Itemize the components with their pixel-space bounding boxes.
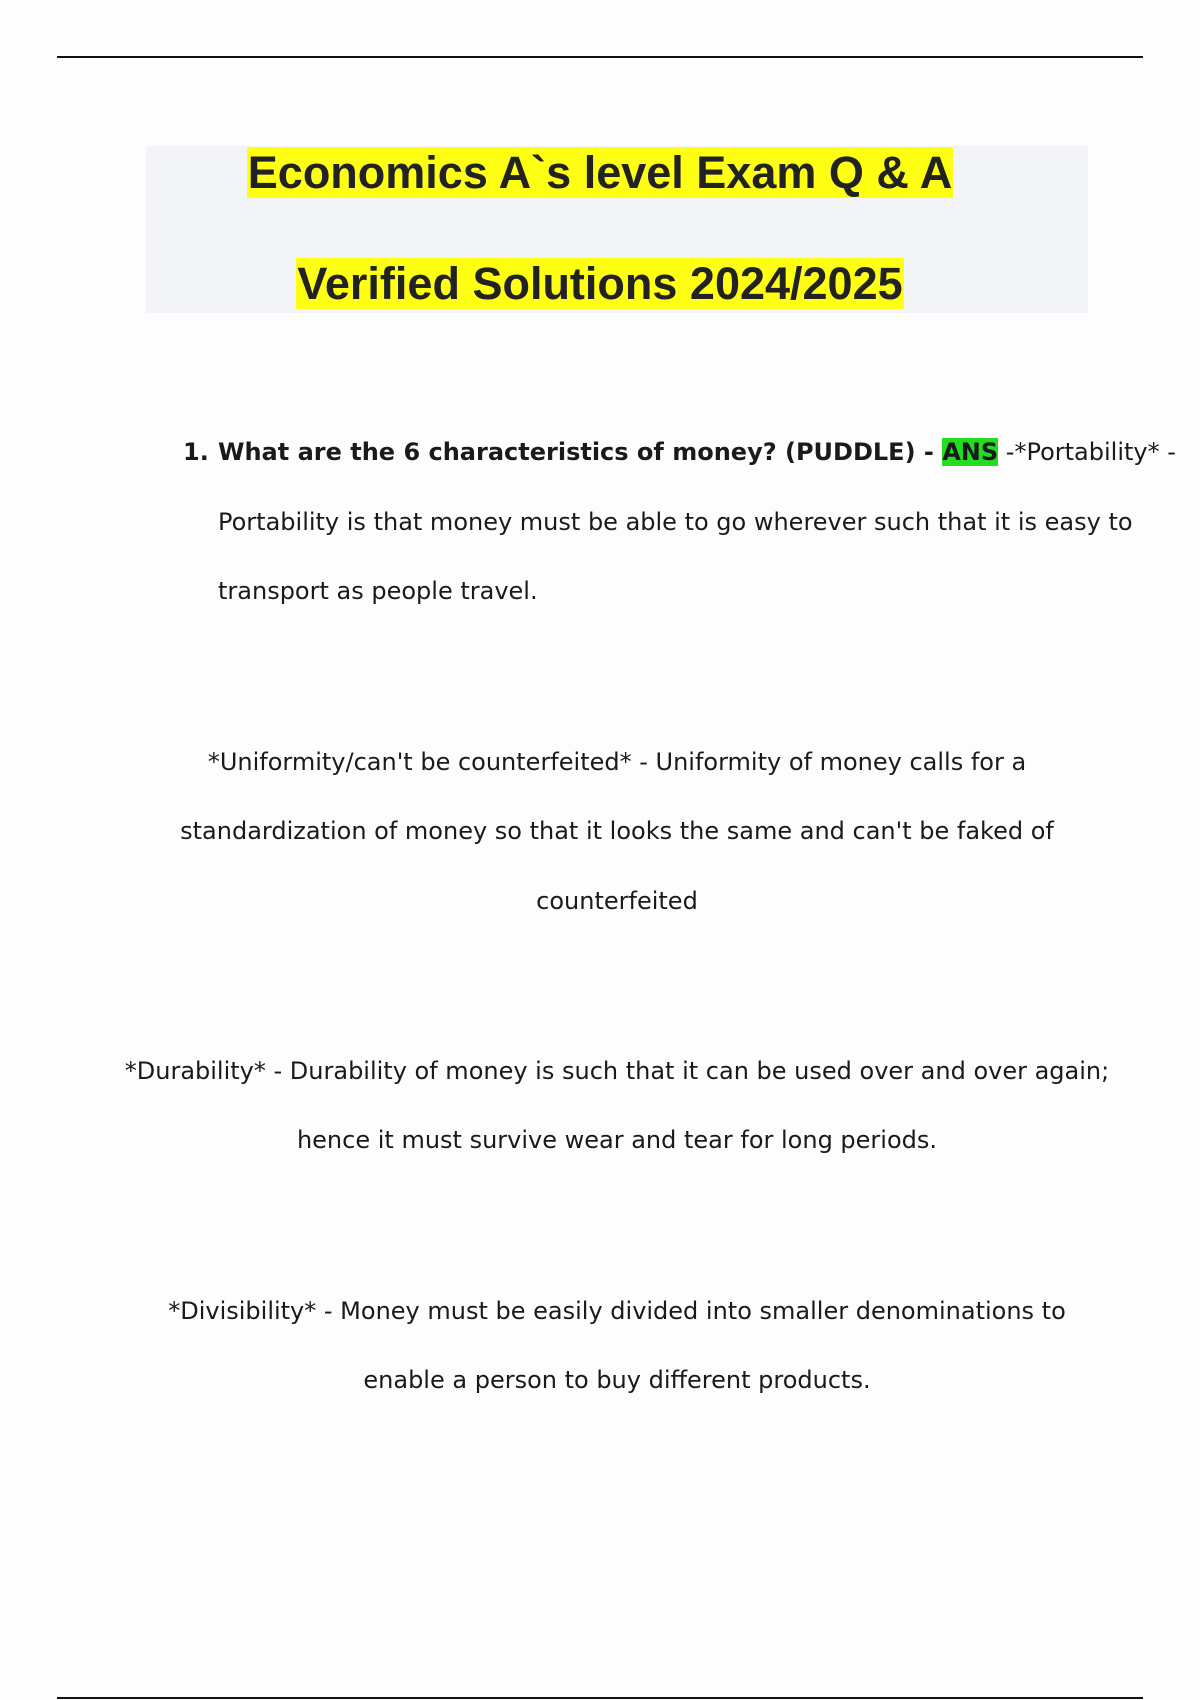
question-text: What are the 6 characteristics of money? (PUDDLE) - bbox=[218, 438, 943, 466]
title-highlight-2: Verified Solutions 2024/2025 bbox=[297, 258, 903, 309]
uniformity-line-1: *Uniformity/can't be counterfeited* - Uniformity of money calls for a bbox=[207, 748, 1027, 776]
document-title-line-2 bbox=[0, 257, 1200, 311]
durability-line-2: hence it must survive wear and tear for long periods. bbox=[296, 1126, 938, 1154]
title-highlight-1: Economics A`s level Exam Q & A bbox=[247, 147, 953, 198]
uniformity-line-2: standardization of money so that it looks the same and can't be faked of bbox=[180, 817, 1054, 845]
document-title-line-1 bbox=[0, 146, 1200, 200]
question-1-line-1 bbox=[218, 438, 1176, 466]
top-rule bbox=[57, 56, 1143, 58]
durability-line-1: *Durability* - Durability of money is such that it can be used over and over again; bbox=[124, 1057, 1110, 1085]
divisibility-line-1: *Divisibility* - Money must be easily divided into smaller denominations to bbox=[168, 1297, 1066, 1325]
bottom-rule bbox=[57, 1697, 1143, 1699]
question-1-line-3: transport as people travel. bbox=[218, 577, 538, 605]
question-number: 1. bbox=[183, 438, 209, 466]
question-1-line-2: Portability is that money must be able to go wherever such that it is easy to bbox=[218, 508, 1133, 536]
portability-lead: -*Portability* - bbox=[998, 438, 1176, 466]
answer-tag: ANS bbox=[942, 438, 999, 466]
divisibility-line-2: enable a person to buy different products. bbox=[363, 1366, 871, 1394]
uniformity-line-3: counterfeited bbox=[536, 887, 698, 915]
